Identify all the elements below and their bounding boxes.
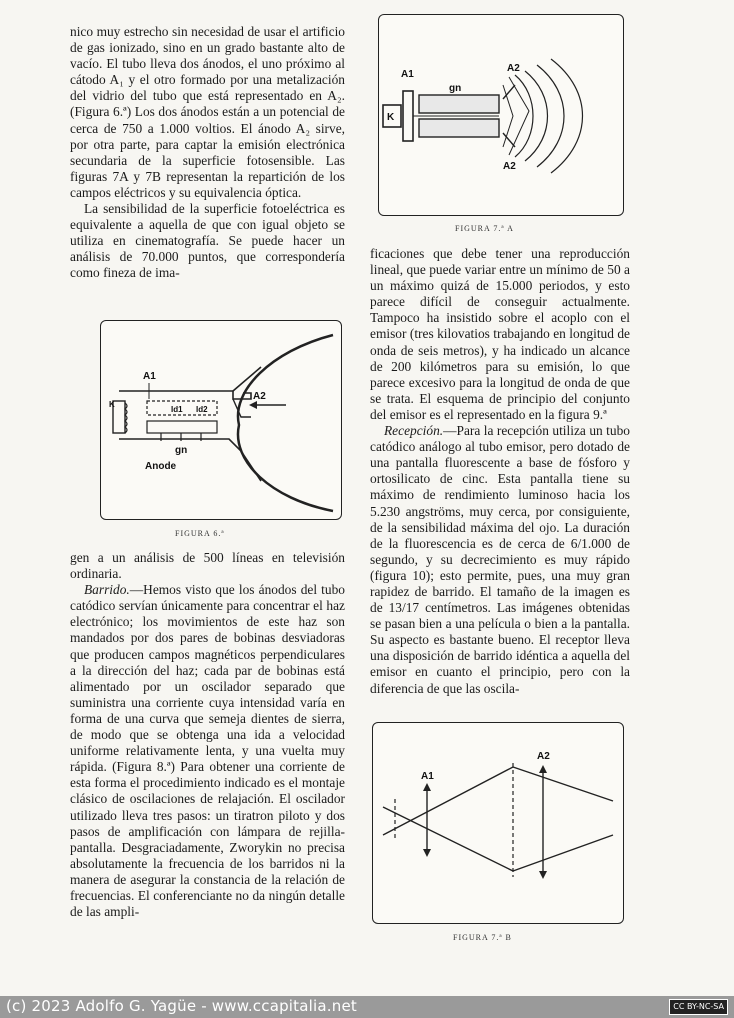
fig6-label-a1: A1: [143, 371, 156, 382]
fig6-label-d2: Id2: [196, 405, 208, 414]
figure-7b-caption: FIGURA 7.ª B: [453, 933, 512, 942]
fig7a-label-k: K: [387, 112, 395, 123]
fig7a-label-gn: gn: [449, 83, 462, 94]
fig7a-label-a2-top: A2: [507, 63, 520, 74]
fig7a-label-a1: A1: [401, 69, 414, 80]
paragraph: La sensibilidad de la superficie fotoeléctrica es equivalente a aquella de que con igual objeto se utiliza en cinematografía. Se puede hacer un análisis de 70.000 puntos, que correspondería como fineza de ima-: [70, 201, 345, 281]
paragraph: gen a un análisis de 500 líneas en televisión ordinaria.: [70, 550, 345, 582]
paragraph-recepcion: [370, 423, 630, 697]
fig6-label-anode: Anode: [145, 461, 177, 472]
cc-license-badge: CC BY-NC-SA: [669, 999, 728, 1015]
fig6-label-d1: Id1: [171, 405, 183, 414]
left-column-top: [70, 24, 345, 282]
paragraph-body: —Hemos visto que los ánodos del tubo catódico servían únicamente para concentrar el haz electrónico; los movimientos de este haz son mandados por dos pares de bobinas desviadoras que producen campos magnéticos perpendiculares a la dirección del haz; cada par de bobinas está alimentado por un oscilador separado que suministra una corriente cuya intensidad varía en forma de una curva que semeja dientes de sierra, de modo que se obtenga una ida a velocidad uniforme relativamente lenta, y una vuelta muy rápida. (Figura 8.ª) Para obtener una corriente de esta forma el procedimiento indicado es el montaje clásico de oscilaciones de relajación. El oscilador utilizado lleva tres pasos: un tiratron piloto y dos pasos de amplificación con lámpara de rejilla-pantalla. Desgraciadamente, Zworykin no precisa absolutamente la frecuencia de los barridos ni la manera de asegurar la constancia de la relación de frecuencias. El conferenciante no da ningún detalle de las ampli-: [70, 582, 345, 920]
footer-bar: [0, 996, 734, 1018]
paragraph-body: —Para la recepción utiliza un tubo catódico análogo al tubo emisor, pero dotado de una pantalla fluorescente a base de fósforo y ortosilicato de cinc. Esta pantalla tiene su máximo de rendimiento luminoso hacia los 5.230 angströms, muy cerca, por consiguiente, de la sensibilidad máxima del ojo. La duración de la fluorescencia es de cerca de 6/1.000 de segundo, y su decrecimiento es muy rápido (figura 10); esto permite, pues, una muy gran rapidez de barrido. El tamaño de la imagen es de 13/17 centímetros. Las imágenes obtenidas se pasan bien a una película o bien a la pantalla. Su aspecto es bastante bueno. El receptor lleva una disposición de barrido idéntica a aquella del emisor en cuanto el principio, pero con la diferencia de que las oscila-: [370, 423, 630, 696]
fig7b-label-a1: A1: [421, 771, 434, 782]
section-lead-barrido: Barrido.: [84, 582, 130, 598]
paragraph-barrido: [70, 582, 345, 920]
copyright-credit: (c) 2023 Adolfo G. Yagüe - www.ccapitalia.net: [6, 997, 357, 1015]
figure-6-caption: FIGURA 6.ª: [175, 529, 225, 538]
paragraph: ficaciones que debe tener una reproducción lineal, que puede variar entre un mínimo de 50 a un máximo quizá de 15.000 periodos, y esto parece difícil de conseguir actualmente. Tampoco ha insistido sobre el acoplo con el emisor (tres kilovatios trabajando en longitud de onda de seis metros), y ha indicado un alcance de 200 kilómetros para su emisión, lo que parece excesivo para la longitud de onda de que se trata. El esquema de principio del conjunto del emisor es el representado en la figura 9.ª: [370, 246, 630, 422]
fig6-label-k: K: [109, 400, 115, 409]
fig6-label-gn: gn: [175, 445, 188, 456]
fig7a-label-a2-bottom: A2: [503, 161, 516, 172]
figure-7a-diagram: [378, 14, 624, 216]
paragraph: nico muy estrecho sin necesidad de usar el artificio de gas ionizado, sino en un grado bastante alto de vacío. El tubo lleva dos ánodos, el uno próximo al cátodo A₁ y el otro formado por una metalización del vidrio del tubo que está representado en A₂. (Figura 6.ª) Los dos ánodos están a un potencial de cerca de 750 a 1.000 voltios. El ánodo A₂ sirve, por otra parte, para captar la emisión electrónica secundaria de la superficie fotosensible. Las figuras 7A y 7B representan la repartición de los campos eléctricos y su equivalencia óptica.: [70, 24, 345, 200]
fig6-label-a2: A2: [253, 391, 266, 402]
left-column-bottom: [70, 550, 345, 920]
section-lead-recepcion: Recepción.: [384, 423, 444, 439]
fig7b-label-a2: A2: [537, 751, 550, 762]
figure-7b-diagram: [372, 722, 624, 924]
right-column: [370, 246, 630, 697]
figure-6-diagram: [100, 320, 342, 520]
figure-7a-caption: FIGURA 7.ª A: [455, 224, 514, 233]
